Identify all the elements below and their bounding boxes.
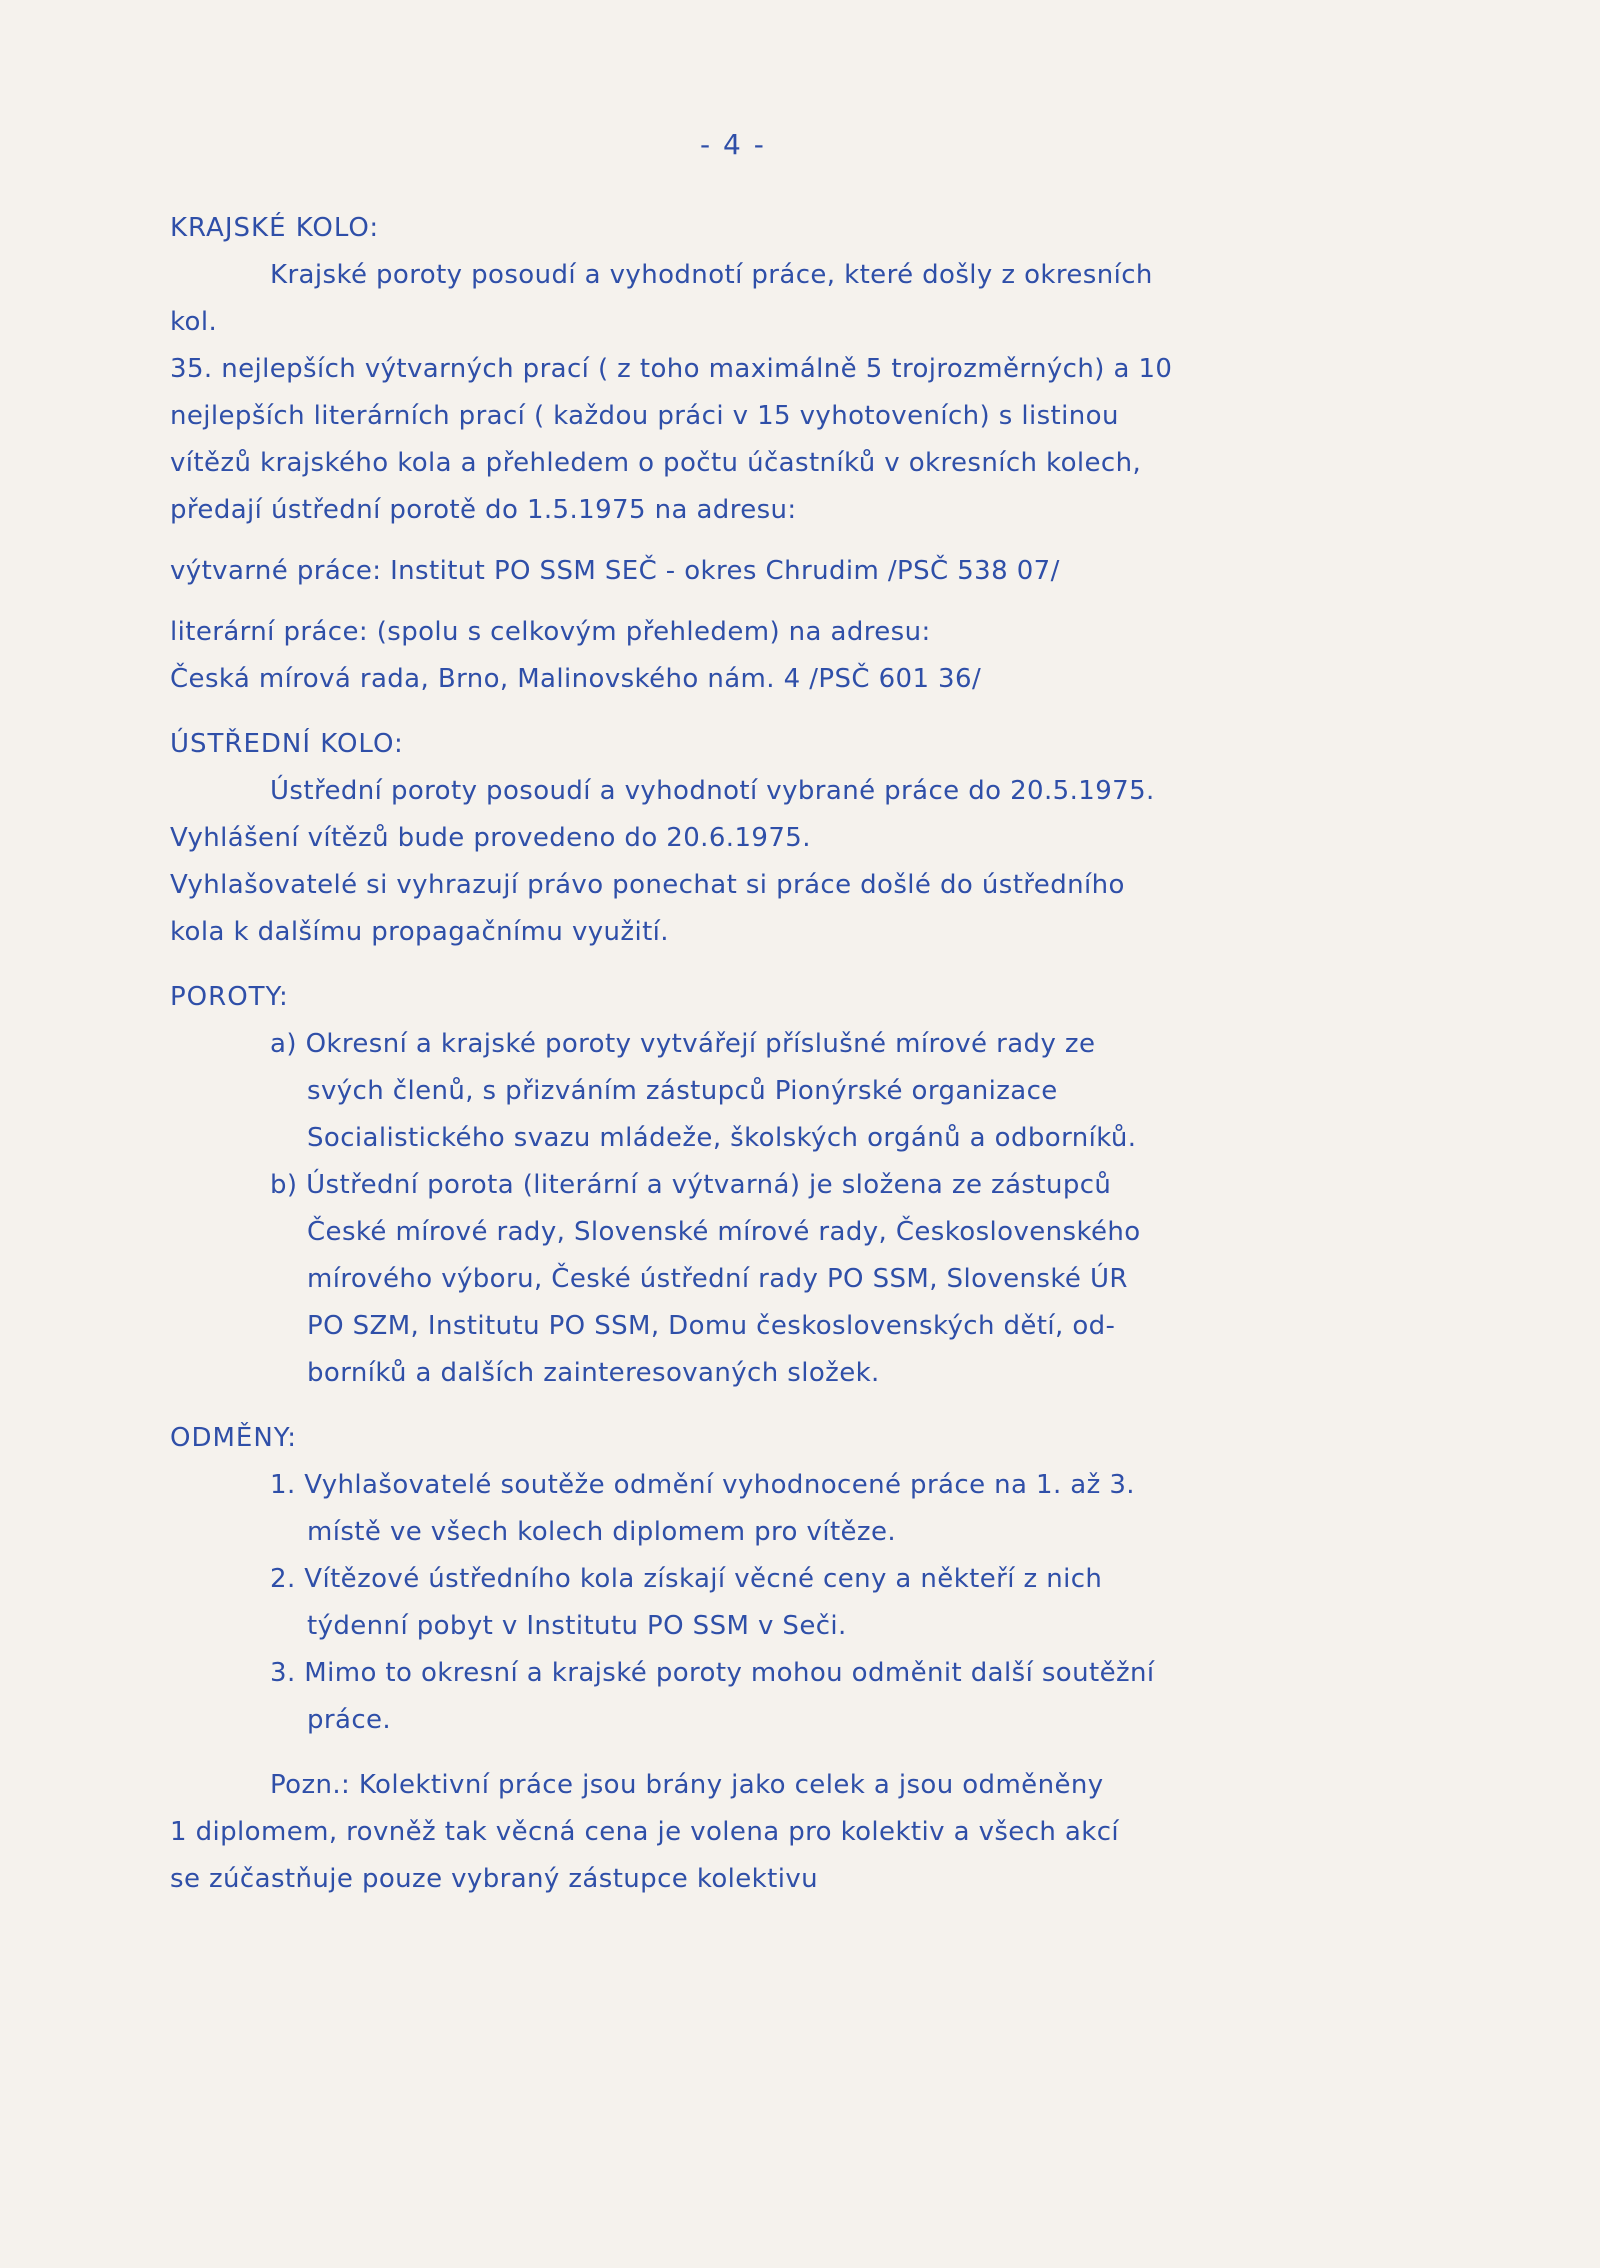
jury-list [170,1021,1410,1397]
list-label: b) [270,1170,298,1200]
address-literary-intro: literární práce: (spolu s celkovým přehledem) na adresu: [170,617,931,647]
list-item-line: práce. [307,1705,392,1735]
document-body [170,205,1410,1903]
heading-poroty: POROTY: [170,982,289,1012]
list-item-first-line [170,1650,1410,1697]
reward-list [170,1462,1410,1744]
address-literary: Česká mírová rada, Brno, Malinovského nám. 4 /PSČ 601 36/ [170,664,982,694]
list-text: Mimo to okresní a krajské poroty mohou odměnit další soutěžní [304,1658,1155,1688]
list-item-first-line [170,1556,1410,1603]
page-number: - 4 - [700,128,766,161]
paragraph-line: Krajské poroty posoudí a vyhodnotí práce, které došly z okresních [270,260,1153,290]
list-label: 2. [270,1564,296,1594]
list-text: Ústřední porota (literární a výtvarná) je složena ze zástupců [306,1170,1112,1200]
note-line: Pozn.: Kolektivní práce jsou brány jako celek a jsou odměněny [270,1770,1104,1800]
list-item-line: Socialistického svazu mládeže, školských orgánů a odborníků. [307,1123,1137,1153]
paragraph-line: kol. [170,307,218,337]
section-note [170,1762,1410,1903]
list-item [170,1462,1410,1556]
section-krajske-kolo [170,205,1410,703]
list-label: 1. [270,1470,296,1500]
list-item-first-line [170,1162,1410,1209]
paragraph-line: 35. nejlepších výtvarných prací ( z toho maximálně 5 trojrozměrných) a 10 [170,354,1173,384]
paragraph-line: Vyhlašovatelé si vyhrazují právo ponechat si práce došlé do ústředního [170,870,1125,900]
paragraph-line: Vyhlášení vítězů bude provedeno do 20.6.1975. [170,823,811,853]
heading-ustredni-kolo: ÚSTŘEDNÍ KOLO: [170,729,404,759]
section-ustredni-kolo [170,721,1410,956]
list-item-line: borníků a dalších zainteresovaných složek. [307,1358,880,1388]
list-item [170,1556,1410,1650]
list-item-line: místě ve všech kolech diplomem pro vítěze. [307,1517,897,1547]
list-item [170,1650,1410,1744]
list-text: Vítězové ústředního kola získají věcné ceny a někteří z nich [304,1564,1103,1594]
note-line: se zúčastňuje pouze vybraný zástupce kolektivu [170,1864,819,1894]
list-item-first-line [170,1021,1410,1068]
paragraph-line: vítězů krajského kola a přehledem o počtu účastníků v okresních kolech, [170,448,1142,478]
list-item [170,1162,1410,1397]
list-text: Okresní a krajské poroty vytvářejí příslušné mírové rady ze [305,1029,1096,1059]
paragraph-line: Ústřední poroty posoudí a vyhodnotí vybrané práce do 20.5.1975. [270,776,1155,806]
heading-odmeny: ODMĚNY: [170,1423,297,1453]
list-item-line: PO SZM, Institutu PO SSM, Domu československých dětí, od- [307,1311,1116,1341]
list-label: a) [270,1029,297,1059]
paragraph-line: předají ústřední porotě do 1.5.1975 na adresu: [170,495,797,525]
note-line: 1 diplomem, rovněž tak věcná cena je volena pro kolektiv a všech akcí [170,1817,1120,1847]
list-text: Vyhlašovatelé soutěže odmění vyhodnocené práce na 1. až 3. [304,1470,1135,1500]
list-item-line: mírového výboru, České ústřední rady PO SSM, Slovenské ÚR [307,1264,1128,1294]
list-label: 3. [270,1658,296,1688]
list-item [170,1021,1410,1162]
list-item-line: České mírové rady, Slovenské mírové rady, Československého [307,1217,1141,1247]
list-item-line: svých členů, s přizváním zástupců Pionýrské organizace [307,1076,1058,1106]
section-poroty [170,974,1410,1397]
heading-krajske-kolo: KRAJSKÉ KOLO: [170,213,380,243]
list-item-first-line [170,1462,1410,1509]
address-art: výtvarné práce: Institut PO SSM SEČ - okres Chrudim /PSČ 538 07/ [170,556,1060,586]
paragraph-line: nejlepších literárních prací ( každou práci v 15 vyhotoveních) s listinou [170,401,1119,431]
section-odmeny [170,1415,1410,1744]
list-item-line: týdenní pobyt v Institutu PO SSM v Seči. [307,1611,847,1641]
paragraph-line: kola k dalšímu propagačnímu využití. [170,917,669,947]
